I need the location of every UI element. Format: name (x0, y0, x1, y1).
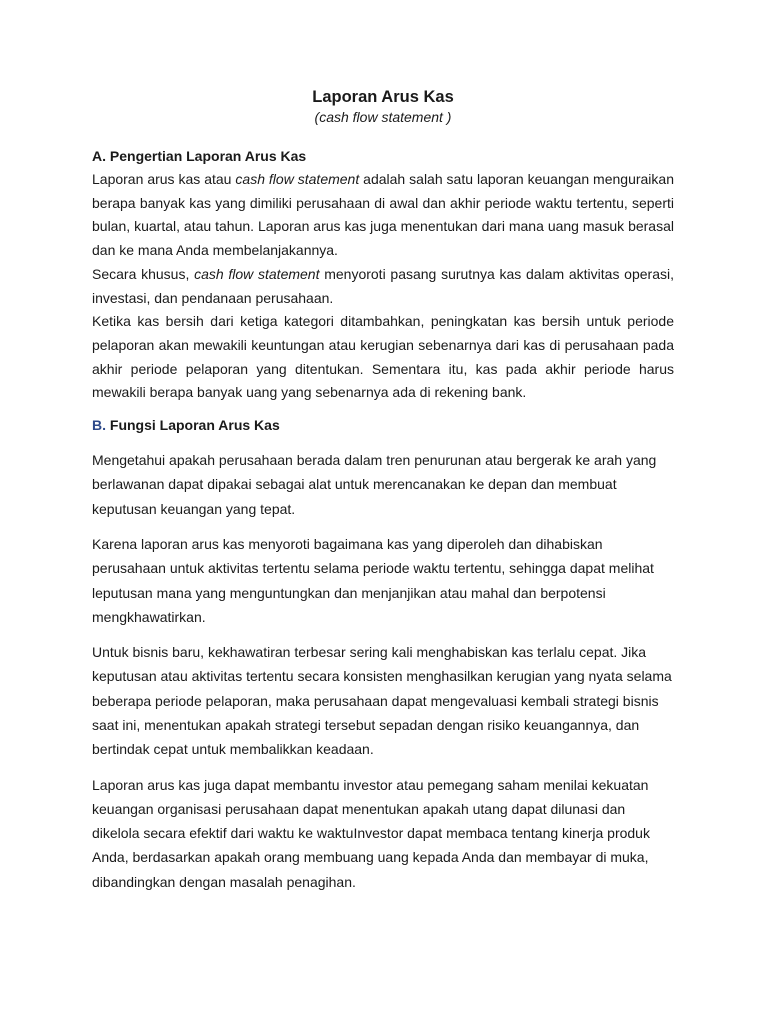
document-title: Laporan Arus Kas (312, 88, 454, 106)
section-b-heading (92, 413, 674, 437)
section-b-heading-text: Fungsi Laporan Arus Kas (106, 417, 280, 434)
text-run: Secara khusus, (92, 265, 195, 282)
section-b-paragraph: Untuk bisnis baru, kekhawatiran terbesar sering kali menghabiskan kas terlalu cepat. Jika keputusan atau aktivitas tertentu secara konsisten menghasilkan kerugian yang nyata selama beberapa periode pelaporan, maka perusahaan dapat mengevaluasi kembali strategi bisnis saat ini, menentukan apakah strategi tersebut sepadan dengan risiko keuangannya, dan bertindak cepat untuk membalikkan keadaan. (92, 644, 672, 758)
italic-term: cash flow statement (235, 171, 360, 187)
section-a-paragraph-2 (92, 263, 674, 310)
section-a (92, 144, 674, 405)
text-run: menyoroti pasang surutnya kas dalam aktivitas operasi, investasi, dan pendanaan perusahaan. (92, 265, 674, 306)
document-page (92, 86, 674, 905)
document-subtitle: (cash flow statement ) (314, 109, 452, 125)
section-a-heading: A. Pengertian Laporan Arus Kas (92, 148, 307, 164)
text-run: Laporan arus kas atau (92, 171, 236, 187)
section-b-paragraph: Mengetahui apakah perusahaan berada dalam tren penurunan atau bergerak ke arah yang berlawanan dapat dipakai sebagai alat untuk merencanakan ke depan dan membuat keputusan keuangan yang tepat. (92, 452, 657, 517)
italic-term: cash flow statement (194, 265, 320, 282)
section-a-paragraph-3: Ketika kas bersih dari ketiga kategori ditambahkan, peningkatan kas bersih untuk periode pelaporan akan mewakili keuntungan atau kerugian sebenarnya dari kas di perusahaan pada akhir periode pelaporan yang ditentukan. Sementara itu, kas pada akhir periode harus mewakili berapa banyak uang yang sebenarnya ada di rekening bank. (92, 313, 674, 401)
section-b-paragraph: Laporan arus kas juga dapat membantu investor atau pemegang saham menilai kekuatan keuangan organisasi perusahaan dapat menentukan apakah utang dapat dilunasi dan dikelola secara efektif dari waktu ke waktuInvestor dapat membaca tentang kinerja produk Anda, berdasarkan apakah orang membuang uang kepada Anda dan membayar di muka, dibandingkan dengan masalah penagihan. (92, 776, 650, 890)
section-b-letter: B. (92, 417, 106, 434)
section-b-paragraph: Karena laporan arus kas menyoroti bagaimana kas yang diperoleh dan dihabiskan perusahaan untuk aktivitas tertentu selama periode waktu tertentu, sehingga dapat melihat leputusan mana yang menguntungkan dan menjanjikan atau mahal dan berpotensi mengkhawatirkan. (92, 535, 654, 625)
section-b (92, 448, 674, 894)
section-a-paragraph-1 (92, 168, 674, 263)
text-run: adalah salah satu laporan keuangan menguraikan berapa banyak kas yang dimiliki perusahaan di awal dan akhir periode waktu tertentu, seperti bulan, kuartal, atau tahun. Laporan arus kas juga menentukan dari mana uang masuk berasal dan ke mana Anda membelanjakannya. (92, 171, 674, 259)
